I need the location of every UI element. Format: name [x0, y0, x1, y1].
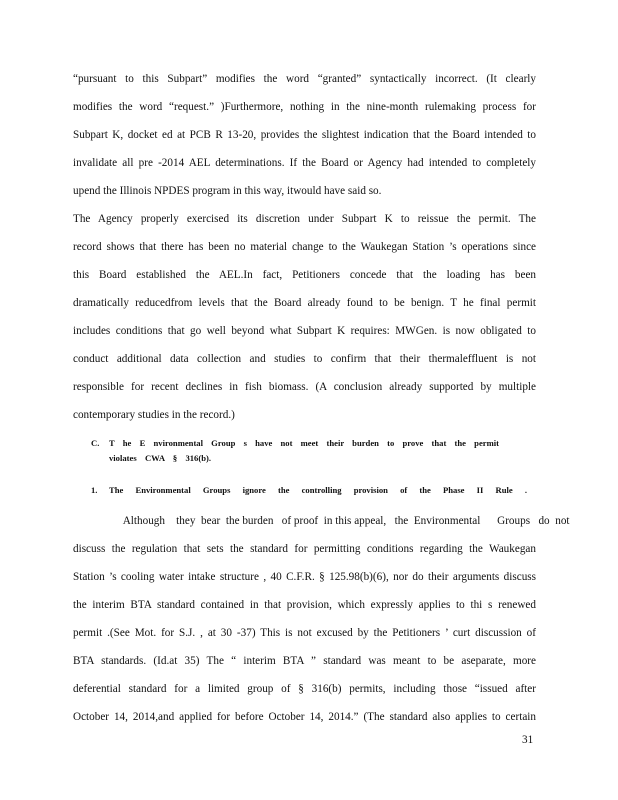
- text-line: The Agency properly exercised its discretion under Subpart K to reissue the permit. The: [73, 213, 536, 225]
- text-line: record shows that there has been no material change to the Waukegan Station ’s operations since: [73, 241, 536, 253]
- text-line: Station ’s cooling water intake structure , 40 C.F.R. § 125.98(b)(6), nor do their arguments discuss: [73, 571, 536, 583]
- text-line: deferential standard for a limited group of § 316(b) permits, including those “issued after: [73, 683, 536, 695]
- text-line: invalidate all pre -2014 AEL determinations. If the Board or Agency had intended to completely: [73, 157, 536, 169]
- page-number: 31: [522, 734, 534, 746]
- text-line: this Board established the AEL.In fact, Petitioners concede that the loading has been: [73, 269, 536, 281]
- text-line: responsible for recent declines in fish biomass. (A conclusion already supported by multiple: [73, 381, 536, 393]
- text-line: modifies the word “request.” )Furthermore, nothing in the nine-month rulemaking process for: [73, 101, 536, 113]
- text-line: discuss the regulation that sets the standard for permitting conditions regarding the Waukegan: [73, 543, 536, 555]
- text-line: BTA standards. (Id.at 35) The “ interim BTA ” standard was meant to be aseparate, more: [73, 655, 536, 667]
- subsection-heading-label: 1.: [91, 485, 98, 495]
- text-line: includes conditions that go well beyond what Subpart K requires: MWGen. is now obligated to: [73, 325, 536, 337]
- text-line: Although they bear the burden of proof in this appeal, the Environmental Groups do not: [73, 515, 570, 527]
- subsection-heading: The Environmental Groups ignore the controlling provision of the Phase II Rule .: [109, 485, 527, 495]
- text-line: Subpart K, docket ed at PCB R 13-20, provides the slightest indication that the Board intended to: [73, 129, 536, 141]
- section-heading-label: C.: [91, 438, 100, 448]
- text-line: the interim BTA standard contained in that provision, which expressly applies to thi s renewed: [73, 599, 536, 611]
- text-line: conduct additional data collection and studies to confirm that their thermaleffluent is not: [73, 353, 536, 365]
- text-line: permit .(See Mot. for S.J. , at 30 -37) This is not excused by the Petitioners ’ curt discussion of: [73, 627, 536, 639]
- text-line: dramatically reducedfrom levels that the Board already found to be benign. T he final permit: [73, 297, 536, 309]
- section-heading: violates CWA § 316(b).: [109, 453, 211, 463]
- text-line: “pursuant to this Subpart” modifies the word “granted” syntactically incorrect. (It clearly: [73, 73, 536, 85]
- section-heading: T he E nvironmental Group s have not meet their burden to prove that the permit: [109, 438, 499, 448]
- text-line: upend the Illinois NPDES program in this way, itwould have said so.: [73, 185, 382, 197]
- text-line: contemporary studies in the record.): [73, 409, 235, 421]
- text-line: October 14, 2014,and applied for before October 14, 2014.” (The standard also applies to certain: [73, 711, 536, 723]
